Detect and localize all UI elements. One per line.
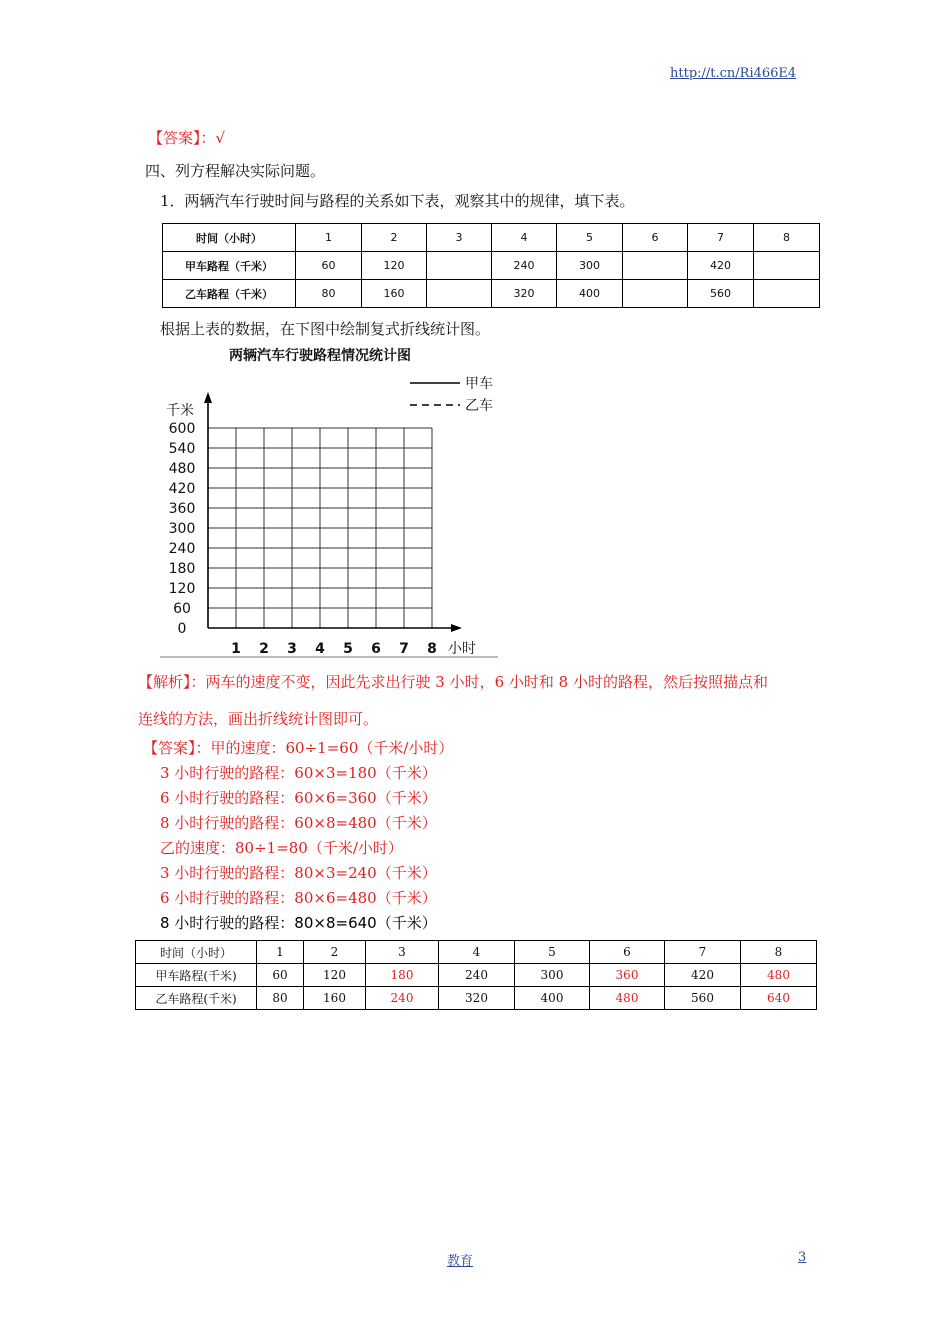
x-tick-label: 4 (315, 641, 325, 657)
row-header-cell: 时间（小时） (163, 224, 296, 252)
analysis-text-1: 两车的速度不变，因此先求出行驶 3 小时，6 小时和 8 小时的路程，然后按照描点和 (205, 673, 768, 691)
analysis-label: 【解析】： (138, 673, 206, 691)
x-tick-label: 2 (259, 641, 269, 657)
y-tick-label: 480 (168, 461, 196, 477)
table-cell: 60 (257, 964, 304, 987)
table-cell: 480 (590, 987, 665, 1010)
table-cell: 120 (362, 252, 427, 280)
y-tick-label: 360 (168, 501, 196, 517)
row-header-cell: 乙车路程(千米) (136, 987, 257, 1010)
table-cell (427, 252, 492, 280)
table-cell: 120 (304, 964, 366, 987)
line-chart (160, 343, 498, 658)
chart-svg (160, 343, 498, 658)
table-cell: 4 (492, 224, 557, 252)
y-tick-label: 120 (168, 581, 196, 597)
table-cell: 8 (741, 941, 817, 964)
row-header-cell: 时间（小时） (136, 941, 257, 964)
answer-1-value: √ (215, 129, 226, 147)
table-cell: 240 (366, 987, 439, 1010)
table-cell: 60 (296, 252, 362, 280)
table-cell: 5 (515, 941, 590, 964)
table-cell: 3 (366, 941, 439, 964)
table-cell: 300 (515, 964, 590, 987)
y-tick-label: 0 (177, 621, 187, 637)
row-header-cell: 甲车路程（千米） (163, 252, 296, 280)
table-row (136, 987, 817, 1010)
y-tick-label: 180 (168, 561, 196, 577)
table-cell: 240 (439, 964, 515, 987)
problem-text: 1．两辆汽车行驶时间与路程的关系如下表，观察其中的规律，填下表。 (160, 192, 635, 210)
answer-2-first (143, 737, 453, 758)
y-tick-label: 300 (168, 521, 196, 537)
x-tick-label: 3 (287, 641, 297, 657)
header-url[interactable]: http://t.cn/Ri466E4 (670, 66, 797, 81)
x-tick-label: 5 (343, 641, 353, 657)
answer-step-line: 8 小时行驶的路程：60×8=480（千米） (160, 814, 437, 832)
analysis-line-1 (138, 671, 768, 692)
x-axis-arrow (451, 624, 462, 632)
table-cell: 640 (741, 987, 817, 1010)
table-cell: 2 (304, 941, 366, 964)
table-cell: 160 (362, 280, 427, 308)
table-cell: 3 (427, 224, 492, 252)
table-cell: 560 (688, 280, 754, 308)
table-cell: 7 (688, 224, 754, 252)
answer-2-first-text: 甲的速度：60÷1=60（千米/小时） (210, 739, 454, 757)
table-cell: 80 (296, 280, 362, 308)
x-tick-label: 8 (427, 641, 437, 657)
table-cell (427, 280, 492, 308)
x-tick-label: 6 (371, 641, 381, 657)
legend-label: 乙车 (465, 398, 493, 414)
table-cell: 480 (741, 964, 817, 987)
y-tick-label: 60 (173, 601, 191, 617)
table-row (136, 964, 817, 987)
section-title: 四、列方程解决实际问题。 (145, 162, 326, 180)
page-number: 3 (798, 1250, 807, 1265)
table-cell: 300 (557, 252, 623, 280)
table-cell: 400 (557, 280, 623, 308)
chart-title: 两辆汽车行驶路程情况统计图 (229, 348, 411, 364)
table-cell: 80 (257, 987, 304, 1010)
legend-label: 甲车 (465, 376, 493, 392)
answer-step-line: 乙的速度：80÷1=80（千米/小时） (160, 839, 403, 857)
x-tick-label: 7 (399, 641, 409, 657)
answer-step-line: 3 小时行驶的路程：60×3=180（千米） (160, 764, 437, 782)
table-cell: 320 (492, 280, 557, 308)
table-cell: 1 (257, 941, 304, 964)
y-tick-label: 600 (168, 421, 196, 437)
answer-table (135, 940, 817, 1010)
table-cell: 560 (665, 987, 741, 1010)
answer-step-line: 6 小时行驶的路程：60×6=360（千米） (160, 789, 437, 807)
answer-2-label: 【答案】： (143, 739, 211, 757)
answer-2-last: 8 小时行驶的路程：80×8=640（千米） (160, 914, 437, 932)
y-tick-label: 240 (168, 541, 196, 557)
y-tick-label: 420 (168, 481, 196, 497)
table-cell: 360 (590, 964, 665, 987)
table-cell: 6 (623, 224, 688, 252)
row-header-cell: 乙车路程（千米） (163, 280, 296, 308)
table-cell (754, 280, 820, 308)
answer-1 (148, 127, 225, 148)
table-cell: 8 (754, 224, 820, 252)
table-cell (623, 252, 688, 280)
table-cell: 420 (665, 964, 741, 987)
row-header-cell: 甲车路程(千米) (136, 964, 257, 987)
table-cell: 420 (688, 252, 754, 280)
table-row (136, 941, 817, 964)
answer-1-label: 【答案】： (148, 129, 216, 147)
footer-label[interactable]: 教育 (447, 1254, 474, 1269)
x-tick-label: 1 (231, 641, 241, 657)
table-cell: 320 (439, 987, 515, 1010)
table-cell: 1 (296, 224, 362, 252)
table-cell: 7 (665, 941, 741, 964)
answer-step-line: 3 小时行驶的路程：80×3=240（千米） (160, 864, 437, 882)
table-cell: 240 (492, 252, 557, 280)
table-cell: 400 (515, 987, 590, 1010)
x-axis-label: 小时 (448, 641, 476, 657)
table-cell (623, 280, 688, 308)
analysis-line-2: 连线的方法，画出折线统计图即可。 (138, 710, 379, 728)
answer-step-line: 6 小时行驶的路程：80×6=480（千米） (160, 889, 437, 907)
y-axis-label: 千米 (166, 403, 194, 419)
table-cell: 4 (439, 941, 515, 964)
table-row (163, 252, 820, 280)
table-cell: 180 (366, 964, 439, 987)
table-row (163, 224, 820, 252)
table-row (163, 280, 820, 308)
table-cell: 160 (304, 987, 366, 1010)
table-cell: 6 (590, 941, 665, 964)
y-axis-arrow (204, 392, 212, 403)
y-tick-label: 540 (168, 441, 196, 457)
problem-table (162, 223, 820, 308)
table-cell: 5 (557, 224, 623, 252)
chart-instruction: 根据上表的数据，在下图中绘制复式折线统计图。 (160, 320, 491, 338)
table-cell: 2 (362, 224, 427, 252)
table-cell (754, 252, 820, 280)
